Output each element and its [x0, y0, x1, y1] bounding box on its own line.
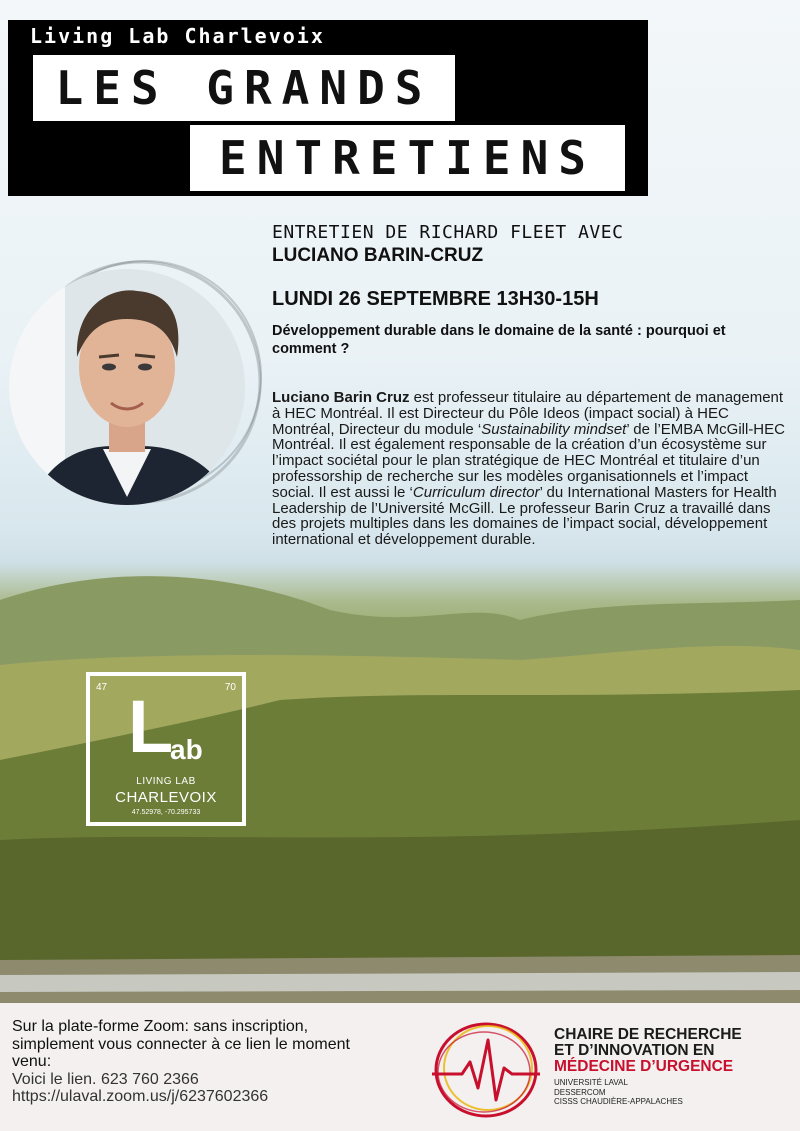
zoom-url[interactable]: https://ulaval.zoom.us/j/6237602366 [12, 1088, 269, 1105]
bio-speaker-name: Luciano Barin Cruz [272, 389, 410, 406]
bio-part1: est professeur titulaire au département de management à HEC Montréal. Il est Directeur du Pôle Ideos (impact social) à HEC Montréal, Directeur du module ‘ [272, 389, 784, 438]
partner-dessercom: DESSERCOM [554, 1087, 606, 1097]
chair-title-line2: ET D’INNOVATION EN [554, 1042, 715, 1059]
zoom-link-label[interactable]: Voici le lien. 623 760 2366 [12, 1070, 199, 1088]
title-box-line1 [33, 55, 455, 121]
lab-logo-line1: LIVING LAB [136, 776, 196, 787]
speaker-portrait [5, 257, 265, 517]
title-line1: LES GRANDS [55, 61, 433, 115]
lab-number-left: 47 [96, 682, 108, 693]
footer [0, 1003, 800, 1131]
bio-part3: ’ du International Masters for Health Leadership de l’Université McGill. Le professeur Barin Cruz a travaillé dans des projets multiples dans les domaines de l’impact social, développement international et développement durable. [272, 483, 777, 549]
bio-italic1: Sustainability mindset [481, 420, 627, 438]
chair-title-line1: CHAIRE DE RECHERCHE [554, 1026, 742, 1043]
lab-logo-line2: CHARLEVOIX [115, 789, 217, 806]
heartbeat-circle-icon [428, 1018, 544, 1122]
speaker-bio [272, 390, 787, 548]
partner-ulaval: UNIVERSITÉ LAVAL [554, 1078, 628, 1087]
bio-italic2: Curriculum director [412, 483, 540, 501]
zoom-instructions [12, 1018, 352, 1106]
chair-title [554, 1027, 794, 1075]
bio-part2: ’ de l’EMBA McGill-HEC Montréal. Il est également responsable de la création d’un écosystème sur l’impact sociétal pour le plan stratégique de HEC Montréal et titulaire d’un professorship de recherche sur les modèles organisationnels et l’impact social. Il est aussi le ‘ [272, 420, 785, 501]
partner-cisss: CISSS CHAUDIÈRE-APPALACHES [554, 1097, 683, 1106]
lab-small-letters: ab [170, 734, 203, 765]
interview-label: ENTRETIEN DE RICHARD FLEET AVEC [272, 222, 624, 243]
title-box-line2 [190, 125, 625, 191]
guest-name: LUCIANO BARIN-CRUZ [272, 245, 484, 266]
event-topic: Développement durable dans le domaine de la santé : pourquoi et comment ? [272, 323, 726, 357]
lab-logo-coords: 47.52978, -70.295733 [131, 809, 201, 816]
chair-title-line3: MÉDECINE D’URGENCE [554, 1058, 734, 1075]
chair-partners [554, 1078, 683, 1107]
title-line2: ENTRETIENS [219, 131, 596, 185]
living-lab-logo [86, 672, 246, 826]
lab-number-right: 70 [224, 682, 236, 693]
lab-big-letter: L [128, 685, 174, 768]
event-datetime: LUNDI 26 SEPTEMBRE 13H30-15H [272, 288, 599, 310]
header-kicker: Living Lab Charlevoix [30, 24, 325, 48]
zoom-intro: Sur la plate-forme Zoom: sans inscription, simplement vous connecter à ce lien le moment venu: [12, 1018, 350, 1070]
